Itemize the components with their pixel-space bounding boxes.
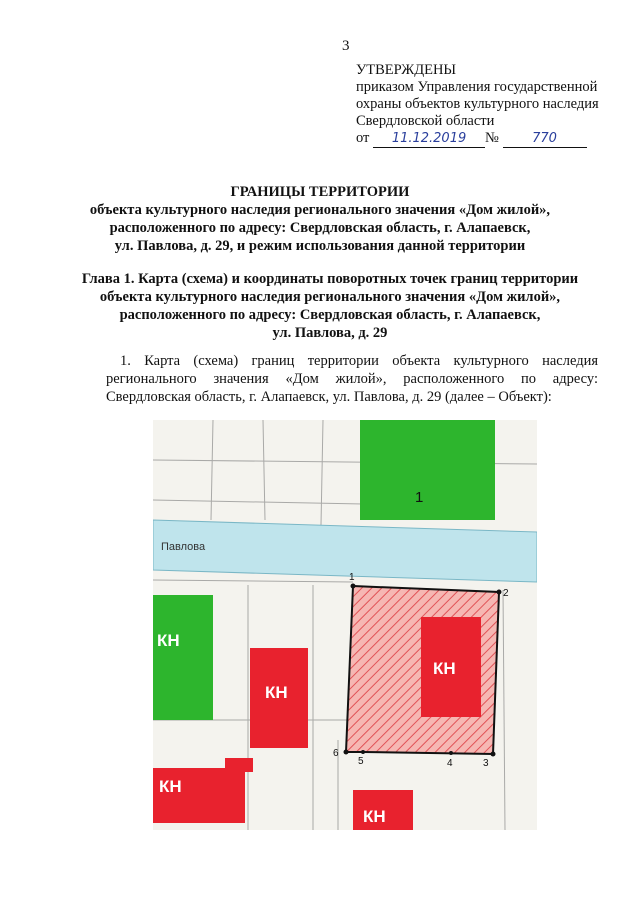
zone-label: 1 (415, 489, 424, 506)
chapter-line-4: ул. Павлова, д. 29 (272, 325, 388, 341)
heritage-label-bottom-left: КН (159, 777, 182, 796)
title-line-3: расположенного по адресу: Свердловская область, г. Алапаевск, (109, 220, 531, 236)
point-label-4: 4 (447, 758, 453, 769)
chapter-line-3: расположенного по адресу: Свердловская область, г. Алапаевск, (119, 307, 541, 323)
point-label-1: 1 (349, 572, 355, 583)
heritage-label-green: КН (157, 631, 180, 650)
approval-authority-line: охраны объектов культурного наследия (356, 96, 599, 112)
boundary-map (153, 420, 537, 830)
point-label-3: 3 (483, 758, 489, 769)
chapter-heading (60, 270, 600, 342)
green-zone-left (153, 595, 213, 720)
handwritten-number: 770 (503, 130, 587, 148)
point-label-5: 5 (358, 756, 364, 767)
number-prefix: № (485, 130, 499, 146)
boundary-point-4 (449, 751, 453, 755)
heritage-label-left: КН (265, 683, 288, 702)
point-label-2: 2 (503, 588, 509, 599)
page-number: 3 (342, 38, 350, 54)
title-line-4: ул. Павлова, д. 29, и режим использования данной территории (114, 238, 526, 254)
chapter-line-2: объекта культурного наследия регионального значения «Дом жилой», (99, 289, 561, 305)
title-line-2: объекта культурного наследия регионального значения «Дом жилой», (89, 202, 551, 218)
approval-date-line (356, 130, 599, 148)
approval-heading: УТВЕРЖДЕНЫ (356, 62, 457, 78)
paragraph-1: 1. Карта (схема) границ территории объекта культурного наследия регионального значения «Дом жилой», расположенного по адресу: Свердловская область, г. Алапаевск, ул. Павлова, д. 29 (далее – Объект): (106, 353, 598, 405)
approval-order-line: приказом Управления государственной (356, 79, 598, 95)
heritage-label-main: КН (433, 659, 456, 678)
point-label-6: 6 (333, 748, 339, 759)
boundary-point-6 (344, 750, 349, 755)
chapter-line-1: Глава 1. Карта (схема) и координаты поворотных точек границ территории (81, 271, 579, 287)
date-prefix: от (356, 130, 370, 146)
boundary-point-3 (491, 752, 496, 757)
document-title (60, 183, 580, 255)
boundary-point-1 (351, 584, 356, 589)
approval-block (356, 62, 599, 148)
approval-region-line: Свердловской области (356, 113, 495, 129)
title-line-1: ГРАНИЦЫ ТЕРРИТОРИИ (230, 184, 410, 200)
handwritten-date: 11.12.2019 (373, 130, 485, 148)
boundary-point-2 (497, 590, 502, 595)
heritage-label-bottom: КН (363, 807, 386, 826)
boundary-point-5 (361, 750, 365, 754)
small-red-plot (225, 758, 253, 772)
street-label: Павлова (161, 541, 206, 553)
green-zone-top (360, 420, 495, 520)
